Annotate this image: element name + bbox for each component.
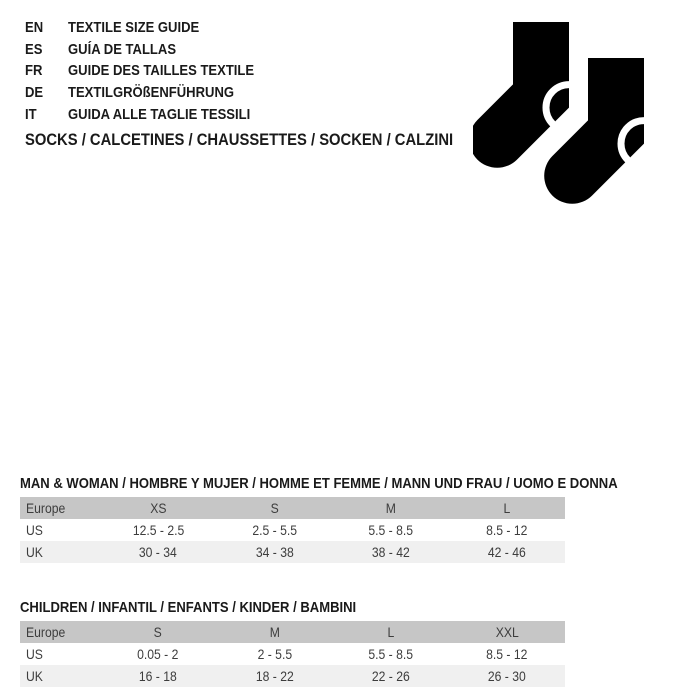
- region-label: UK: [26, 668, 43, 684]
- column-header-size: L: [503, 500, 511, 516]
- category-title: [25, 131, 517, 149]
- size-value: 30 - 34: [139, 544, 178, 560]
- size-value: 2 - 5.5: [257, 646, 292, 662]
- size-value: 18 - 22: [255, 668, 294, 684]
- language-list: [25, 17, 282, 125]
- column-header-size: S: [270, 500, 279, 516]
- language-code: FR: [25, 62, 43, 80]
- socks-icon: [473, 22, 651, 208]
- table-row-uk: [20, 541, 565, 563]
- language-code: IT: [25, 105, 37, 123]
- category-title-text: SOCKS / CALCETINES / CHAUSSETTES / SOCKEN / CALZINI: [25, 130, 454, 149]
- column-header-size: S: [154, 624, 163, 640]
- column-header-size: XXL: [495, 624, 519, 640]
- column-header-size: M: [385, 500, 396, 516]
- language-row-de: [25, 82, 282, 104]
- column-header-size: XS: [149, 500, 167, 516]
- column-header-size: M: [269, 624, 280, 640]
- size-value: 34 - 38: [255, 544, 294, 560]
- size-value: 8.5 - 12: [486, 646, 528, 662]
- size-value: 12.5 - 2.5: [132, 522, 184, 538]
- language-row-en: [25, 17, 282, 39]
- adults-table-title: [20, 475, 618, 497]
- adults-header-row: [20, 497, 565, 519]
- language-code: DE: [25, 84, 44, 102]
- region-label: US: [26, 522, 43, 538]
- adults-table-title-text: MAN & WOMAN / HOMBRE Y MUJER / HOMME ET FEMME / MANN UND FRAU / UOMO E DONNA: [20, 475, 618, 492]
- language-label: GUÍA DE TALLAS: [68, 40, 177, 58]
- children-size-section: [20, 600, 565, 687]
- table-row-us: [20, 643, 565, 665]
- language-label: TEXTILGRÖßENFÜHRUNG: [68, 84, 235, 102]
- size-value: 8.5 - 12: [486, 522, 528, 538]
- children-table-title: [20, 600, 565, 621]
- adults-size-section: [20, 475, 618, 563]
- children-table-title-text: CHILDREN / INFANTIL / ENFANTS / KINDER / BAMBINI: [20, 599, 357, 616]
- size-value: 38 - 42: [371, 544, 410, 560]
- region-label: UK: [26, 544, 43, 560]
- language-label: GUIDA ALLE TAGLIE TESSILI: [68, 105, 251, 123]
- size-value: 16 - 18: [139, 668, 178, 684]
- column-header-size: L: [387, 624, 395, 640]
- language-code: EN: [25, 19, 44, 36]
- size-value: 42 - 46: [487, 544, 526, 560]
- size-value: 0.05 - 2: [137, 646, 179, 662]
- adults-size-table: [20, 497, 565, 563]
- size-value: 2.5 - 5.5: [252, 522, 297, 538]
- column-header-region: Europe: [26, 500, 66, 516]
- language-label: GUIDE DES TAILLES TEXTILE: [68, 62, 255, 80]
- language-row-fr: [25, 60, 282, 82]
- size-value: 5.5 - 8.5: [368, 646, 413, 662]
- language-label: TEXTILE SIZE GUIDE: [68, 19, 200, 36]
- size-value: 26 - 30: [487, 668, 526, 684]
- table-row-uk: [20, 665, 565, 687]
- size-value: 22 - 26: [371, 668, 410, 684]
- region-label: US: [26, 646, 43, 662]
- column-header-region: Europe: [26, 624, 66, 640]
- size-value: 5.5 - 8.5: [368, 522, 413, 538]
- table-row-us: [20, 519, 565, 541]
- language-code: ES: [25, 40, 43, 58]
- children-size-table: [20, 621, 565, 687]
- language-row-it: [25, 104, 282, 126]
- language-row-es: [25, 39, 282, 61]
- children-header-row: [20, 621, 565, 643]
